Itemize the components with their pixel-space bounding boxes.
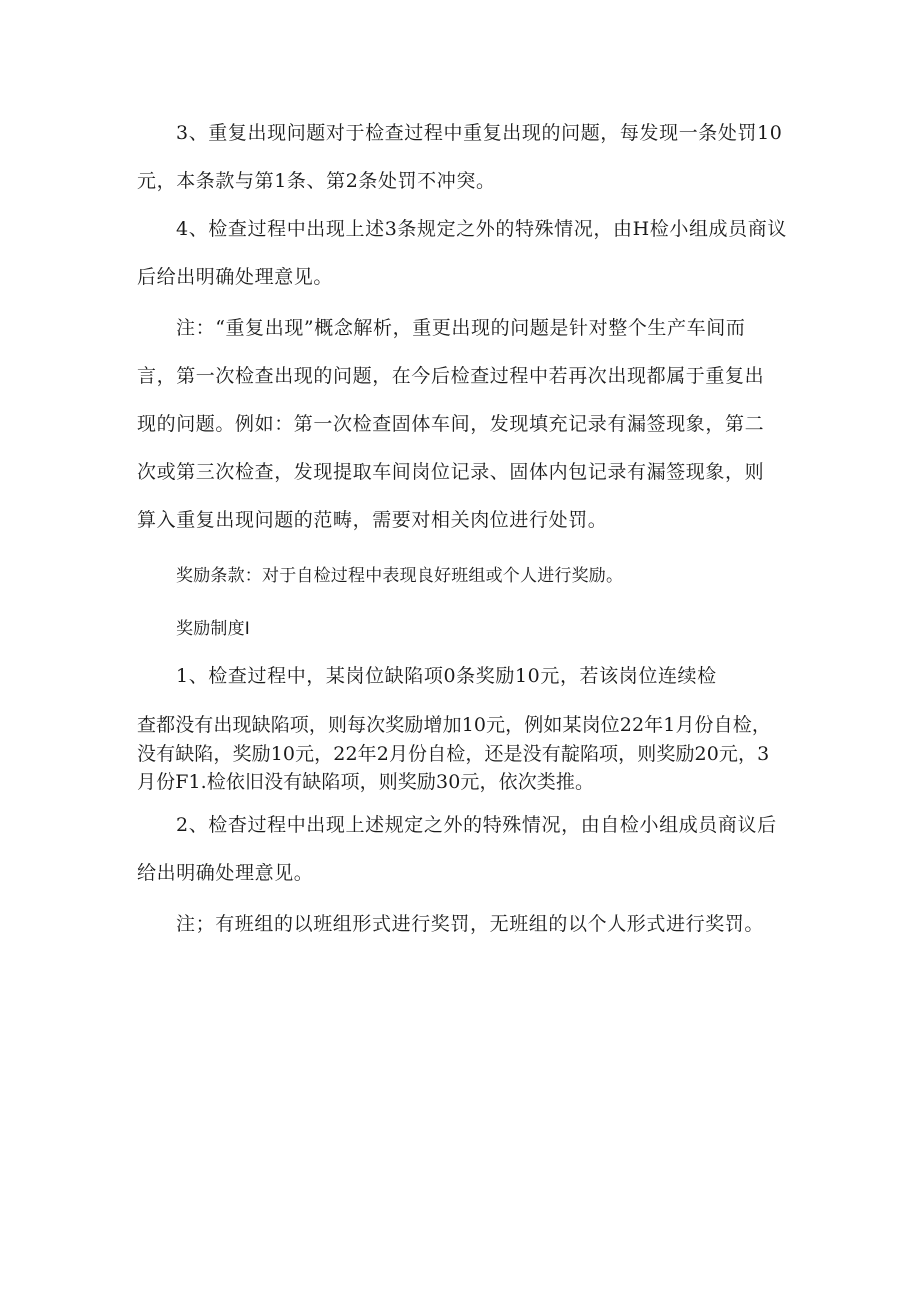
paragraph-2-line-1: 4、检查过程中出现上述3条规定之外的特殊情况，由H检小组成员商议 xyxy=(176,218,787,240)
paragraph-2-line-2: 后给出明确处理意见。 xyxy=(137,266,334,288)
note-1-line-1: 注：“重复出现”概念解析，重更出现的问题是针对整个生产车间而 xyxy=(176,317,746,339)
reward-clause-heading: 奖励条款：对于自检过程中表现良好班组或个人进行奖励。 xyxy=(176,566,624,586)
paragraph-1-line-2: 元，本条款与第1条、第2条处罚不冲突。 xyxy=(137,170,496,192)
paragraph-1-line-1: 3、重复出现问题对于检查过程中重复出现的问题，每发现一条处罚10 xyxy=(176,122,783,144)
final-note: 注；有班组的以班组形式进行奖罚，无班组的以个人形式进行奖罚。 xyxy=(176,913,765,935)
reward-item-1-line-2: 查都没有出现缺陷项，则每次奖励增加10元，例如某岗位22年1月份自检， xyxy=(137,714,771,736)
reward-item-1-line-3: 没有缺陷，奖励10元，22年2月份自检，还是没有靛陷项，则奖励20元，3 xyxy=(137,743,770,765)
reward-item-2-line-1: 2、检杳过程中出现上述规定之外的特殊情况，由自检小组成员商议后 xyxy=(176,814,777,836)
note-1-line-5: 算入重复出现问题的范畴，需要对相关肉位进行处罚。 xyxy=(137,509,608,531)
note-1-line-2: 言，第一次检查出现的问题，在今后检查过程中若再次出现都属于重复出 xyxy=(137,365,765,387)
reward-item-1-line-4: 月份F1.检依旧没有缺陷项，则奖励30元，依次类推。 xyxy=(137,771,595,793)
note-1-line-3: 现的问题。例如：第一次检查固体车间，发现填充记录有漏签现象，第二 xyxy=(137,413,765,435)
note-1-line-4: 次或第三次检查，发现提取车间岗位记录、固体内包记录有漏签现象，则 xyxy=(137,461,765,483)
reward-item-2-line-2: 给出明确处理意见。 xyxy=(137,862,314,884)
reward-item-1-line-1: 1、检查过程中，某岗位缺陷项0条奖励10元，若该岗位连续检 xyxy=(176,665,717,687)
reward-system-heading: 奖励制度I xyxy=(176,619,251,639)
